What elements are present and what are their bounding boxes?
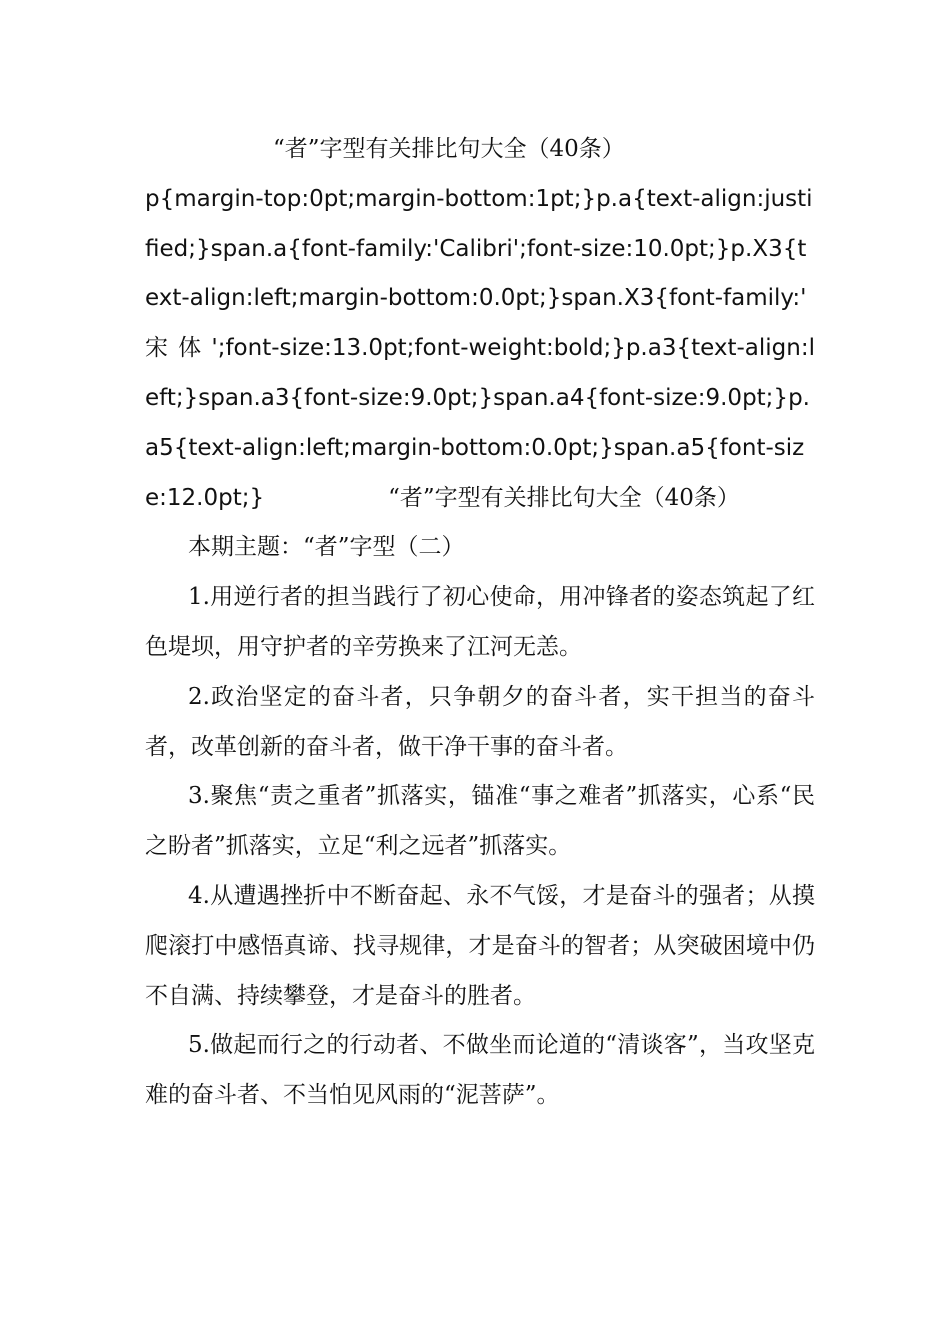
paragraph-4: 4.从遭遇挫折中不断奋起、永不气馁，才是奋斗的强者；从摸爬滚打中感悟真谛、找寻规律，才是奋斗的智者；从突破困境中仍不自满、持续攀登，才是奋斗的胜者。 bbox=[145, 882, 815, 1009]
paragraph-1: 1.用逆行者的担当践行了初心使命，用冲锋者的姿态筑起了红色堤坝，用守护者的辛劳换来了江河无恙。 bbox=[145, 584, 815, 660]
stray-css-text bbox=[145, 175, 815, 524]
paragraph-5: 5.做起而行之的行动者、不做坐而论道的“清谈客”，当攻坚克难的奋斗者、不当怕见风雨的“泥菩萨”。 bbox=[145, 1032, 815, 1109]
paragraph-3: 3.聚焦“责之重者”抓落实，锚准“事之难者”抓落实，心系“民之盼者”抓落实，立足“利之远者”抓落实。 bbox=[145, 783, 815, 860]
document-title: “者”字型有关排比句大全（40条） bbox=[273, 136, 625, 162]
document-subtitle: “者”字型有关排比句大全（40条） bbox=[388, 484, 740, 511]
paragraph-2: 2.政治坚定的奋斗者，只争朝夕的奋斗者，实干担当的奋斗者，改革创新的奋斗者，做干净干事的奋斗者。 bbox=[145, 683, 815, 760]
theme-line: 本期主题：“者”字型（二） bbox=[188, 534, 465, 561]
document-body bbox=[145, 125, 815, 1121]
css-text: p{margin-top:0pt;margin-bottom:1pt;}p.a{text-align:justified;}span.a{font-family:'Calibri';font-size:10.0pt;}p.X3{text-align:left;margin-bottom:0.0pt;}span.X3{font-family:' 宋 体 ';font-size:13.0pt;font-weight:bold;}p.a3{text-align:left;}span.a3{font-size:9.0pt;}span.a4{font-size:9.0pt;}p.a5{text-align:left;margin-bottom:0.0pt;}span.a5{font-size:12.0pt;} bbox=[145, 185, 815, 511]
